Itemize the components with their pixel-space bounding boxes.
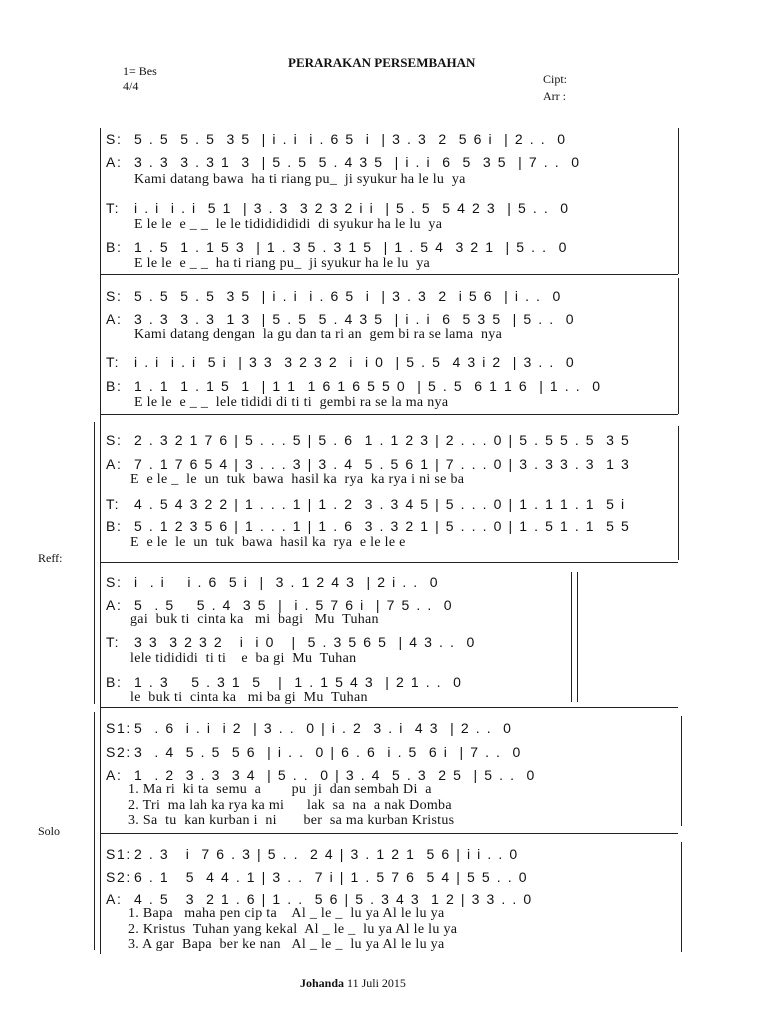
lyric-4t: lele tidididi ti ti e ba gi Mu Tuhan [130,651,357,666]
row-b-2: B: 1 . 1 1 . 1 5 1 | 1 1 1 6 1 6 5 5 0 | 5 . 5 6 1 1 6 | 1 . . 0 [106,378,602,394]
lyric-6-1: 1. Bapa maha pen cip ta Al _ le _ lu ya Al le lu ya [128,906,445,921]
lyric-6-3: 3. A gar Bapa ber ke nan Al _ le _ lu ya Al le lu ya [128,937,445,952]
reff-brace [94,422,101,704]
row-s-1: S: 5 . 5 5 . 5 3 5 | i . i i . 6 5 i | 3 . 3 2 5 6 i | 2 . . 0 [106,131,567,147]
row-b-3: B: 5 . 1 2 3 5 6 | 1 . . . 1 | 1 . 6 3 . 3 2 1 | 5 . . . 0 | 1 . 5 1 . 1 5 5 [106,518,631,534]
row-a-4: A: 5 . 5 5 . 4 3 5 | i . 5 7 6 i | 7 5 . . 0 [106,597,454,613]
end-barline [681,842,682,952]
song-title: PERARAKAN PERSEMBAHAN [288,55,476,70]
footer-date: 11 Juli 2015 [347,976,406,990]
row-b-1: B: 1 . 5 1 . 1 5 3 | 1 . 3 5 . 3 1 5 | 1 . 5 4 3 2 1 | 5 . . 0 [106,239,568,255]
end-barline [678,426,679,560]
end-barline [678,278,679,414]
lyric-3b: E e le le un tuk bawa hasil ka rya e le le e [130,535,406,550]
row-t-3: T: 4 . 5 4 3 2 2 | 1 . . . 1 | 1 . 2 3 . 3 4 5 | 5 . . . 0 | 1 . 1 1 . 1 5 i [106,496,626,512]
lyric-5-2: 2. Tri ma lah ka rya ka mi lak sa na a nak Domba [128,798,452,813]
row-a-1: A: 3 . 3 3 . 3 1 3 | 5 . 5 5 . 4 3 5 | i . i 6 5 3 5 | 7 . . 0 [106,154,581,170]
end-barline [678,128,679,274]
row-s-4: S: i . i i . 6 5 i | 3 . 1 2 4 3 | 2 i . . 0 [106,574,440,590]
row-a-6: A: 4 . 5 3 2 1 . 6 | 1 . . 5 6 | 5 . 3 4 3 1 2 | 3 3 . . 0 [106,891,533,907]
row-a-2: A: 3 . 3 3 . 3 1 3 | 5 . 5 5 . 4 3 5 | i . i 6 5 3 5 | 5 . . 0 [106,311,576,327]
time-signature: 4/4 [123,79,139,93]
key-signature: 1= Bes [123,64,157,78]
arranger-label: Arr : [543,89,566,103]
repeat-barline [577,572,578,702]
row-s-2: S: 5 . 5 5 . 5 3 5 | i . i i . 6 5 i | 3 . 3 2 i 5 6 | i . . 0 [106,288,562,304]
lyric-5-1: 1. Ma ri ki ta semu a pu ji dan sembah Di a [128,782,432,797]
lyric-3a: E e le _ le un tuk bawa hasil ka rya ka rya i ni se ba [130,472,465,487]
composer-label: Cipt: [543,72,568,86]
row-s2-6: S2: 6 . 1 5 4 4 . 1 | 3 . . 7 i | 1 . 5 7 6 5 4 | 5 5 . . 0 [106,869,529,885]
lyric-6-2: 2. Kristus Tuhan yang kekal Al _ le _ lu ya Al le lu ya [128,922,458,937]
end-barline [681,716,682,826]
row-a-5: A: 1 . 2 3 . 3 3 4 | 5 . . 0 | 3 . 4 5 . 3 2 5 | 5 . . 0 [106,767,536,783]
solo-label: Solo [38,824,61,838]
row-b-4: B: 1 . 3 5 . 3 1 5 | 1 . 1 5 4 3 | 2 1 . . 0 [106,674,463,690]
row-t-1: T: i . i i . i 5 1 | 3 . 3 3 2 3 2 i i | 5 . 5 5 4 2 3 | 5 . . 0 [106,200,570,216]
row-s1-5: S1: 5 . 6 i . i i 2 | 3 . . 0 | i . 2 3 . i 4 3 | 2 . . 0 [106,720,513,736]
lyric-1b: E le le e _ _ ha ti riang pu_ ji syukur ha le lu ya [134,256,431,271]
divider [100,833,678,834]
solo-brace [94,712,101,950]
divider [100,414,678,415]
row-t-4: T: 3 3 3 2 3 2 i i 0 | 5 . 3 5 6 5 | 4 3 . . 0 [106,634,476,650]
divider [100,274,678,275]
footer-credit [300,976,406,991]
lyric-2b: E le le e _ _ lele tididi di ti ti gembi ra se la ma nya [134,395,449,410]
row-t-2: T: i . i i . i 5 i | 3 3 3 2 3 2 i i 0 | 5 . 5 4 3 i 2 | 3 . . 0 [106,354,576,370]
lyric-5-3: 3. Sa tu kan kurban i ni ber sa ma kurban Kristus [128,813,455,828]
lyric-4a: gai buk ti cinta ka mi bagi Mu Tuhan [130,612,379,627]
lyric-1a: Kami datang bawa ha ti riang pu_ ji syukur ha le lu ya [134,172,466,187]
row-s2-5: S2: 3 . 4 5 . 5 5 6 | i . . 0 | 6 . 6 i . 5 6 i | 7 . . 0 [106,744,522,760]
row-s1-6: S1: 2 . 3 i 7 6 . 3 | 5 . . 2 4 | 3 . 1 2 1 5 6 | i i . . 0 [106,846,519,862]
lyric-2a: Kami datang dengan la gu dan ta ri an gem bi ra se lama nya [134,327,503,342]
author-name: Johanda [300,976,345,990]
lyric-1t: E le le e _ _ le le tidididididi di syukur ha le lu ya [134,217,443,232]
repeat-barline [571,572,572,702]
row-s-3: S: 2 . 3 2 1 7 6 | 5 . . . 5 | 5 . 6 1 . 1 2 3 | 2 . . . 0 | 5 . 5 5 . 5 3 5 [106,432,631,448]
lyric-4b: le buk ti cinta ka mi ba gi Mu Tuhan [130,690,368,705]
divider [100,707,678,708]
reff-label: Reff: [38,551,63,565]
row-a-3: A: 7 . 1 7 6 5 4 | 3 . . . 3 | 3 . 4 5 . 5 6 1 | 7 . . . 0 | 3 . 3 3 . 3 1 3 [106,456,631,472]
divider [100,562,678,563]
